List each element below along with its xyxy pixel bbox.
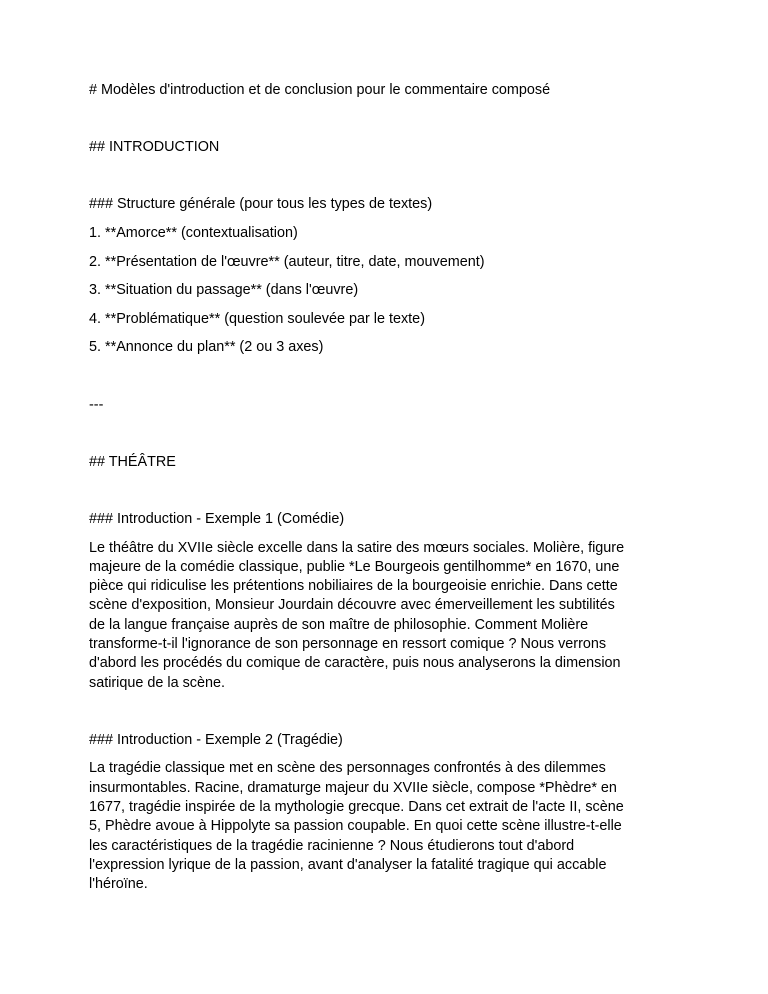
text-line: ## INTRODUCTION [89, 139, 220, 156]
blank-line [89, 367, 693, 386]
text-line: 3. **Situation du passage** (dans l'œuvre) [89, 282, 359, 299]
blank-line [89, 110, 693, 129]
list-item-amorce [89, 224, 693, 243]
text-line: l'expression lyrique de la passion, avant d'analyser la fatalité tragique qui accable [89, 856, 607, 873]
text-line: ### Introduction - Exemple 2 (Tragédie) [89, 731, 343, 748]
paragraph-exemple-comedie [89, 539, 693, 693]
text-line: l'héroïne. [89, 876, 148, 893]
text-line: ## THÉÂTRE [89, 453, 176, 470]
text-line: 1677, tragédie inspirée de la mythologie grecque. Dans cet extrait de l'acte II, scène [89, 798, 624, 815]
text-line: --- [89, 396, 104, 413]
document-text-blocks [89, 81, 693, 894]
blank-line [89, 424, 693, 443]
md-h3-intro-exemple-1-comedie [89, 510, 693, 529]
text-line: insurmontables. Racine, dramaturge majeur du XVIIe siècle, compose *Phèdre* en [89, 779, 617, 796]
text-line: de la langue française auprès de son maître de philosophie. Comment Molière [89, 616, 589, 633]
list-item-problematique [89, 310, 693, 329]
text-line: les caractéristiques de la tragédie racinienne ? Nous étudierons tout d'abord [89, 837, 575, 854]
text-line: scène d'exposition, Monsieur Jourdain découvre avec émerveillement les subtilités [89, 597, 615, 614]
md-h2-introduction [89, 138, 693, 157]
text-line: d'abord les procédés du comique de caractère, puis nous analyserons la dimension [89, 655, 621, 672]
blank-line [89, 481, 693, 500]
md-h2-theatre [89, 453, 693, 472]
text-line: ### Introduction - Exemple 1 (Comédie) [89, 510, 345, 527]
list-item-situation-passage [89, 281, 693, 300]
paragraph-exemple-tragedie [89, 759, 693, 894]
text-line: satirique de la scène. [89, 674, 225, 691]
blank-line [89, 167, 693, 186]
md-h3-structure-generale [89, 195, 693, 214]
md-h1-title [89, 81, 693, 100]
text-line: Le théâtre du XVIIe siècle excelle dans la satire des mœurs sociales. Molière, figure [89, 539, 625, 556]
text-line: 2. **Présentation de l'œuvre** (auteur, titre, date, mouvement) [89, 253, 485, 270]
blank-line [89, 702, 693, 721]
text-line: majeure de la comédie classique, publie *Le Bourgeois gentilhomme* en 1670, une [89, 558, 620, 575]
text-line: pièce qui ridiculise les prétentions nobiliaires de la bourgeoisie enrichie. Dans cette [89, 578, 618, 595]
text-line: # Modèles d'introduction et de conclusion pour le commentaire composé [89, 82, 551, 98]
text-line: transforme-t-il l'ignorance de son personnage en ressort comique ? Nous verrons [89, 635, 607, 652]
text-line: 5. **Annonce du plan** (2 ou 3 axes) [89, 339, 324, 356]
md-h3-intro-exemple-2-tragedie [89, 731, 693, 750]
list-item-annonce-plan [89, 338, 693, 357]
text-line: La tragédie classique met en scène des personnages confrontés à des dilemmes [89, 760, 606, 777]
md-horizontal-rule [89, 396, 693, 415]
text-line: 1. **Amorce** (contextualisation) [89, 224, 298, 241]
text-line: ### Structure générale (pour tous les types de textes) [89, 196, 433, 213]
text-line: 5, Phèdre avoue à Hippolyte sa passion coupable. En quoi cette scène illustre-t-elle [89, 818, 622, 835]
list-item-presentation-oeuvre [89, 253, 693, 272]
text-line: 4. **Problématique** (question soulevée par le texte) [89, 310, 425, 327]
